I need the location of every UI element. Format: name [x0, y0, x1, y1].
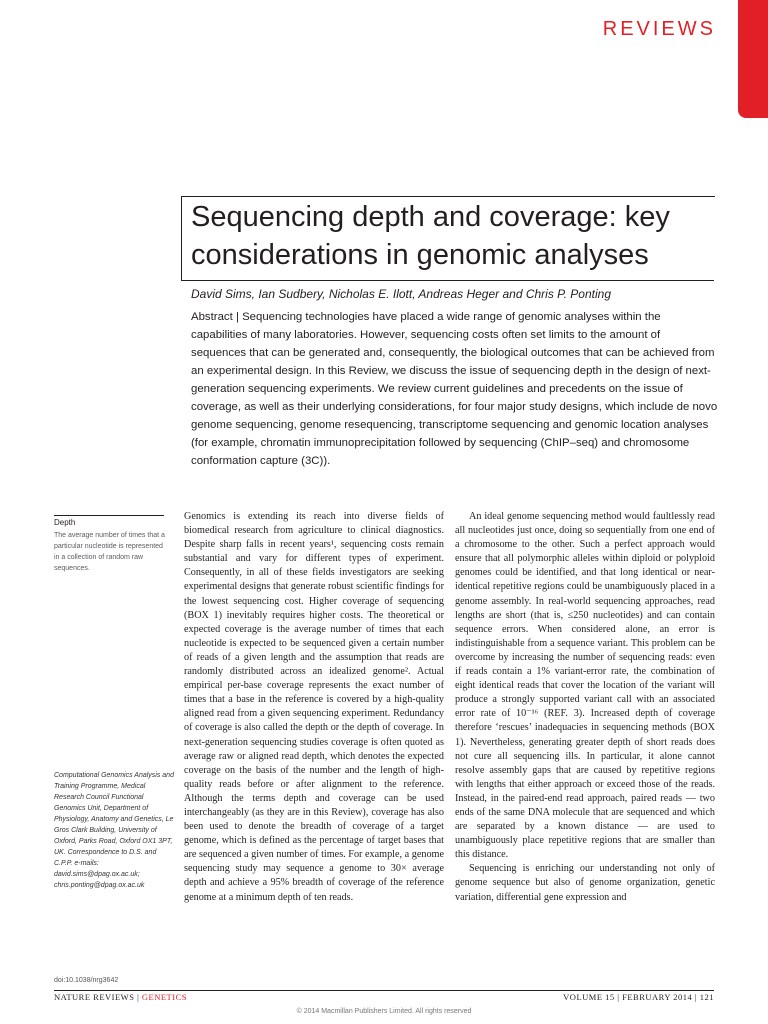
body-column-1 [184, 510, 444, 905]
author-list: David Sims, Ian Sudbery, Nicholas E. Ilott, Andreas Heger and Chris P. Ponting [191, 287, 611, 301]
body-paragraph: Sequencing is enriching our understanding not only of genome sequence but also of genome organization, genetic variation, differential gene expression and [455, 863, 715, 903]
journal-brand: GENETICS [141, 992, 187, 1002]
journal-prefix: NATURE REVIEWS [54, 992, 135, 1002]
abstract: Abstract | Sequencing technologies have placed a wide range of genomic analyses within the capabilities of many laboratories. However, sequencing costs often set limits to the amount of sequences that can be generated and, consequently, the biological outcomes that can be achieved from an experimental design. In this Review, we discuss the issue of sequencing depth in the design of next-generation sequencing experiments. We review current guidelines and precedents on the issue of coverage, as well as their underlying considerations, for four major study designs, which include de novo genome sequencing, genome resequencing, transcriptome sequencing and genomic location analyses (for example, chromatin immunoprecipitation followed by sequencing (ChIP–seq) and chromosome conformation capture (3C)). [191, 311, 718, 467]
glossary-definition: The average number of times that a particular nucleotide is represented in a collection of random raw sequences. [54, 532, 165, 572]
body-column-2 [455, 510, 715, 905]
body-paragraph: Genomics is extending its reach into diverse fields of biomedical research from agriculture to clinical diagnostics. Despite sharp falls in recent years¹, sequencing costs remain substantial and vary for different types of experiment. Consequently, in all of these fields investigators are seeking experimental designs that generate robust scientific findings for the lowest sequencing cost. Higher coverage of sequencing (BOX 1) inevitably requires higher costs. The theoretical or expected coverage is the average number of times that each nucleotide is expected to be sequenced given a certain number of reads of a given length and the assumption that reads are randomly distributed across an idealized genome². Actual empirical per-base coverage represents the exact number of times that a base in the reference is covered by a high-quality aligned read from a given sequencing experiment. Redundancy of coverage is also called the depth or the depth of coverage. In next-generation sequencing studies coverage is often quoted as average raw or aligned read depth, which denotes the expected coverage on the basis of the number and the length of high-quality reads before or after alignment to the reference. Although the terms depth and coverage can be used interchangeably (as they are in this Review), coverage has also been used to denote the breadth of coverage of a target genome, which is defined as the percentage of target bases that are sequenced a given number of times. For example, a genome sequencing study may sequence a genome to 30× average depth and achieve a 95% breadth of coverage of the reference genome at a minimum depth of ten reads. [184, 511, 444, 903]
author-affiliation: Computational Genomics Analysis and Training Programme, Medical Research Council Functional Genomics Unit, Department of Physiology, Anatomy and Genetics, Le Gros Clark Building, University of Oxford, Parks Road, Oxford OX1 3PT, UK. Correspondence to D.S. and C.P.P. e-mails: david.sims@dpag.ox.ac.uk; chris.ponting@dpag.ox.ac.uk [54, 772, 174, 889]
title-divider [181, 280, 714, 281]
glossary-term: Depth [54, 518, 76, 527]
section-tab-marker [738, 0, 768, 118]
copyright: © 2014 Macmillan Publishers Limited. All rights reserved [296, 1008, 472, 1015]
section-label: REVIEWS [602, 18, 716, 40]
footer-issue: VOLUME 15 | FEBRUARY 2014 | 121 [563, 992, 714, 1002]
doi: doi:10.1038/nrg3642 [54, 977, 119, 984]
glossary-divider [54, 515, 164, 516]
footer-journal: NATURE REVIEWS | GENETICS [54, 992, 187, 1002]
footer-divider [54, 990, 714, 991]
body-paragraph: An ideal genome sequencing method would faultlessly read all nucleotides just once, doing so sequentially from one end of a chromosome to the other. Such a perfect approach would ensure that all polymorphic alleles within diploid or polyploid genomes could be identified, and that long identical or near-identical repetitive regions could be unambiguously placed in a genome assembly. In real-world sequencing approaches, read lengths are short (that is, ≤250 nucleotides) and can contain sequence errors. When considered alone, an error is indistinguishable from a sequence variant. This problem can be overcome by increasing the number of sequencing reads: even if reads contain a 1% variant-error rate, the combination of eight identical reads that cover the location of the variant will produce a strongly supported variant call with an associated error rate of 10⁻¹⁶ (REF. 3). Increased depth of coverage therefore ‘rescues’ inadequacies in sequencing methods (BOX 1). Nevertheless, generating greater depth of short reads does not cure all sequencing ills. In particular, it alone cannot resolve assembly gaps that are caused by repetitive regions with lengths that either approach or exceed those of the reads. Instead, in the paired-end read approach, paired reads — two ends of the same DNA molecule that are sequenced and which are separated by a known distance — are used to unambiguously place repetitive regions that are smaller than this distance. [455, 511, 715, 861]
article-title: Sequencing depth and coverage: key considerations in genomic analyses [191, 201, 670, 271]
